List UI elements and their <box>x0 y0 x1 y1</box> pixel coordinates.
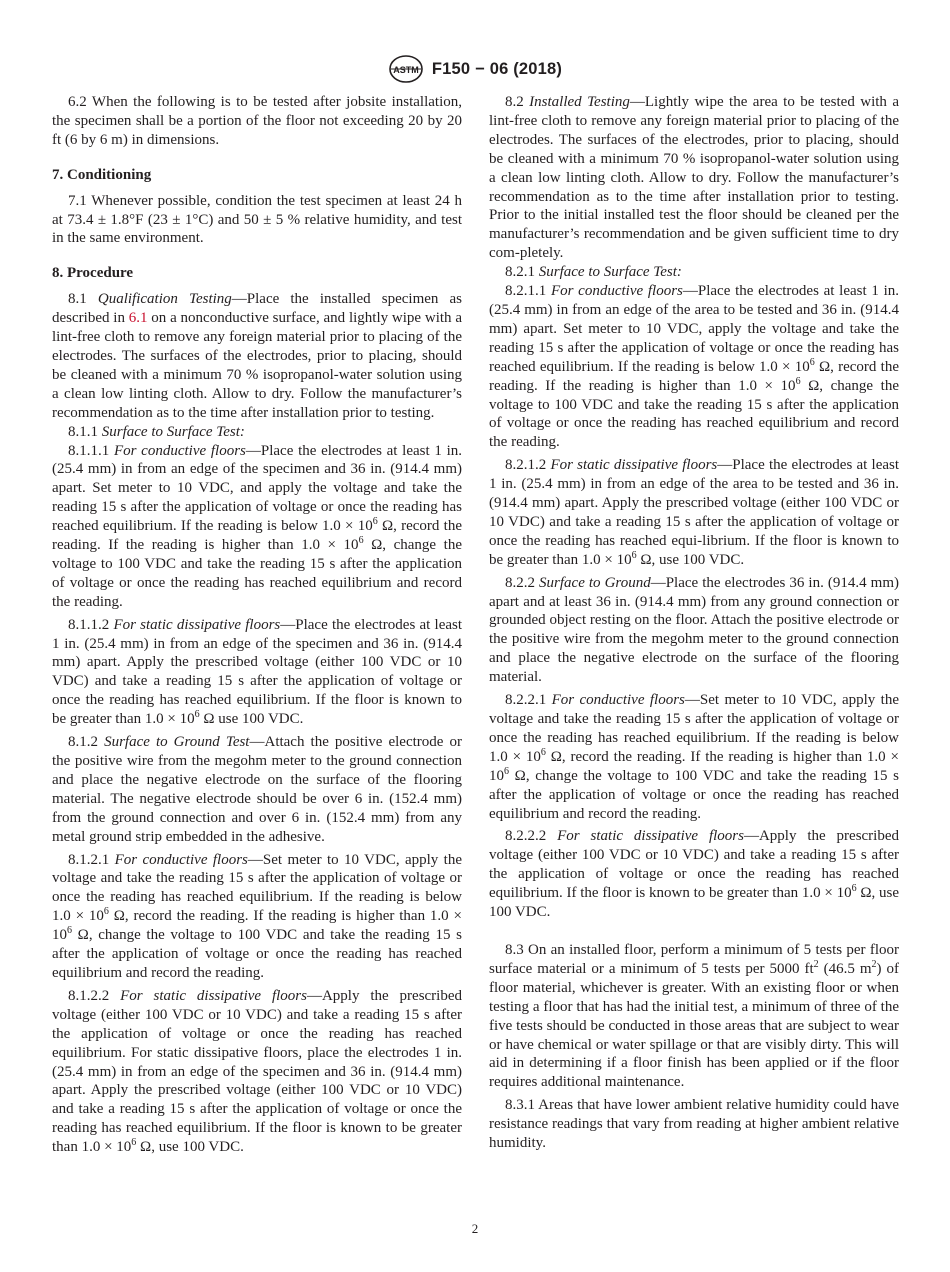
right-column <box>489 93 899 1157</box>
document-title: F150 − 06 (2018) <box>431 59 563 78</box>
section-8-2-1: 8.2.1 Surface to Surface Test: <box>505 264 682 281</box>
section-8-1-2-1: 8.1.2.1 For conductive floors—Set meter to 10 VDC, apply the voltage and take the reading 15 s after the application of voltage or once the reading has reached equilibrium. If the reading is below $1.0 \times 10^6$ Ω, record the reading. If the reading is higher than $1.0 \times 10^6$ Ω, change the voltage to 100 VDC and take the reading 15 s after the application of voltage or once the reading has reached equilibrium and record the reading. <box>52 851 462 981</box>
page-header <box>0 54 950 84</box>
left-column <box>52 93 462 1161</box>
heading-procedure: 8. Procedure <box>52 265 134 282</box>
section-8-2-2-1: 8.2.2.1 For conductive floors—Set meter to 10 VDC, apply the voltage and take the reading 15 s after the application of voltage or once the reading has reached equilibrium. If the reading is below $1.0 \times 10^6$ Ω, record the reading. If the reading is higher than $1.0 \times 10^6$ Ω, change the voltage to 100 VDC and take the reading 15 s after the application of voltage or once the reading has reached equilibrium and record the reading. <box>489 692 899 822</box>
section-8-1-1: 8.1.1 Surface to Surface Test: <box>68 423 245 440</box>
svg-text:ASTM: ASTM <box>393 65 419 75</box>
section-8-2: 8.2 Installed Testing—Lightly wipe the area to be tested with a lint-free cloth to remove any foreign material prior to placing of the electrodes. The surfaces of the electrodes, prior to placing, should be cleaned with a minimum 70 % isopropanol-water solution using a clean low linting cloth. Allow to dry. Follow the manufacturer’s recommendation as to the time after installation prior to testing. Prior to the initial installed test the floor should be cleaned per the manufacturer’s recommendation and be given sufficient time to dry com-pletely. <box>489 94 899 262</box>
section-8-2-2-2: 8.2.2.2 For static dissipative floors—Apply the prescribed voltage (either 100 VDC or 10 VDC) and take a reading 15 s after the application of voltage or once the reading has reached equilibrium. If the floor is known to be greater than $1.0 \times 10^6$ Ω, use 100 VDC. <box>489 828 900 921</box>
section-8-1-2: 8.1.2 Surface to Ground Test—Attach the positive electrode or the positive wire from the megohm meter to the ground connection and place the negative electrode on the surface of the flooring material. The negative electrode should be over 6 in. (152.4 mm) from the ground connection and over 6 in. (152.4 mm) from any metal ground strip embedded in the adhesive. <box>52 734 462 845</box>
section-8-3: 8.3 On an installed floor, perform a minimum of 5 tests per floor surface material or a minimum of 5 tests per 5000 $ft^2$ (46.5 $m^2$) of floor material, whichever is greater. With an existing floor or when testing a floor that has had the initial test, a minimum of three of the five tests should be conducted in those areas that are subject to wear or have chemical or water spillage or that are visibly dirty. This will aid in determining if a floor finish has been applied or if the floor requires additional maintenance. <box>489 941 899 1091</box>
section-8-1-2-2: 8.1.2.2 For static dissipative floors—Apply the prescribed voltage (either 100 VDC or 10 VDC) and take a reading 15 s after the application of voltage or once the reading has reached equilibrium. For static dissipative floors, place the electrodes 1 in. (25.4 mm) in from an edge of the specimen and 36 in. (914.4 mm) apart. Apply the prescribed voltage (either 100 VDC or 10 VDC) and take a reading 15 s after the application of voltage or once the reading has reached equilibrium. If the floor is known to be greater than $1.0 \times 10^6$ Ω, use 100 VDC. <box>52 987 463 1156</box>
section-7-1: 7.1 Whenever possible, condition the test specimen at least 24 h at 73.4 ± 1.8°F (23 ± 1°C) and 50 ± 5 % relative humidity, and test in the same environment. <box>52 192 462 247</box>
section-8-1-1-1: 8.1.1.1 For conductive floors—Place the electrodes at least 1 in. (25.4 mm) in from an edge of the specimen and 36 in. (914.4 mm) apart. Set meter to 10 VDC, and apply the voltage and take the reading 15 s after the application of voltage or once the reading has reached equilibrium. If the reading is below $1.0 \times 10^6$ Ω, record the reading. If the reading is higher than $1.0 \times 10^6$ Ω, change the voltage to 100 VDC and take the reading 15 s after the application of voltage or once the reading has reached equilibrium and record the reading. <box>52 442 462 610</box>
section-8-2-1-2: 8.2.1.2 For static dissipative floors—Place the electrodes at least 1 in. (25.4 mm) in from an edge of the area to be tested and 36 in. (914.4 mm) apart. Apply the prescribed voltage (either 100 VDC or 10 VDC) and take a reading 15 s after the application of voltage or once the reading has reached equi-librium. If the floor is known to be greater than $1.0 \times 10^6$ Ω, use 100 VDC. <box>489 457 900 568</box>
section-6-1-link[interactable]: 6.1 <box>128 310 148 327</box>
section-8-3-1: 8.3.1 Areas that have lower ambient relative humidity could have resistance readings that vary from reading at higher ambient relative humidity. <box>489 1097 899 1152</box>
section-8-2-2: 8.2.2 Surface to Ground—Place the electrodes 36 in. (914.4 mm) apart and at least 36 in. (914.4 mm) from any ground connection or grounded object resting on the floor. Attach the positive electrode or the positive wire from the megohm meter to the ground connection and place the negative electrode on the surface of the flooring material. <box>489 574 899 686</box>
section-6-2: 6.2 When the following is to be tested after jobsite installation, the specimen shall be a portion of the floor not exceeding 20 by 20 ft (6 by 6 m) in dimensions. <box>52 94 462 148</box>
heading-conditioning: 7. Conditioning <box>52 166 152 183</box>
astm-logo-icon <box>388 54 424 84</box>
section-8-1-1-2: 8.1.1.2 For static dissipative floors—Place the electrodes at least 1 in. (25.4 mm) in from an edge of the specimen and 36 in. (914.4 mm) apart. Apply the prescribed voltage (either 100 VDC or 10 VDC) and take a reading 15 s after the application of voltage or once the reading has reached equilibrium. If the floor is known to be greater than $1.0 \times 10^6$ Ω use 100 VDC. <box>52 616 463 728</box>
page-number: 2 <box>471 1221 479 1236</box>
section-8-1: 8.1 Qualification Testing—Place the installed specimen as described in 6.1 on a nonconductive surface, and lightly wipe with a lint-free cloth to remove any foreign material prior to placing of the electrodes. The surfaces of the electrodes, prior to placing, should be cleaned with a minimum 70 % isopropanol-water solution using a clean low linting cloth. Allow to dry. Follow the manufacturer’s recommendation as to the time after installation prior to testing. <box>52 291 463 421</box>
section-8-2-1-1: 8.2.1.1 For conductive floors—Place the electrodes at least 1 in. (25.4 mm) in from an edge of the area to be tested and 36 in. (914.4 mm) apart. Set meter to 10 VDC, apply the voltage and take the reading 15 s after the application of voltage or once the reading has reached equilibrium. If the reading is below $1.0 \times 10^6$ Ω, record the reading. If the reading is higher than $1.0 \times 10^6$ Ω, change the voltage to 100 VDC and take the reading 15 s after the application of voltage or once the reading has reached equilibrium and record the reading. <box>489 283 899 451</box>
